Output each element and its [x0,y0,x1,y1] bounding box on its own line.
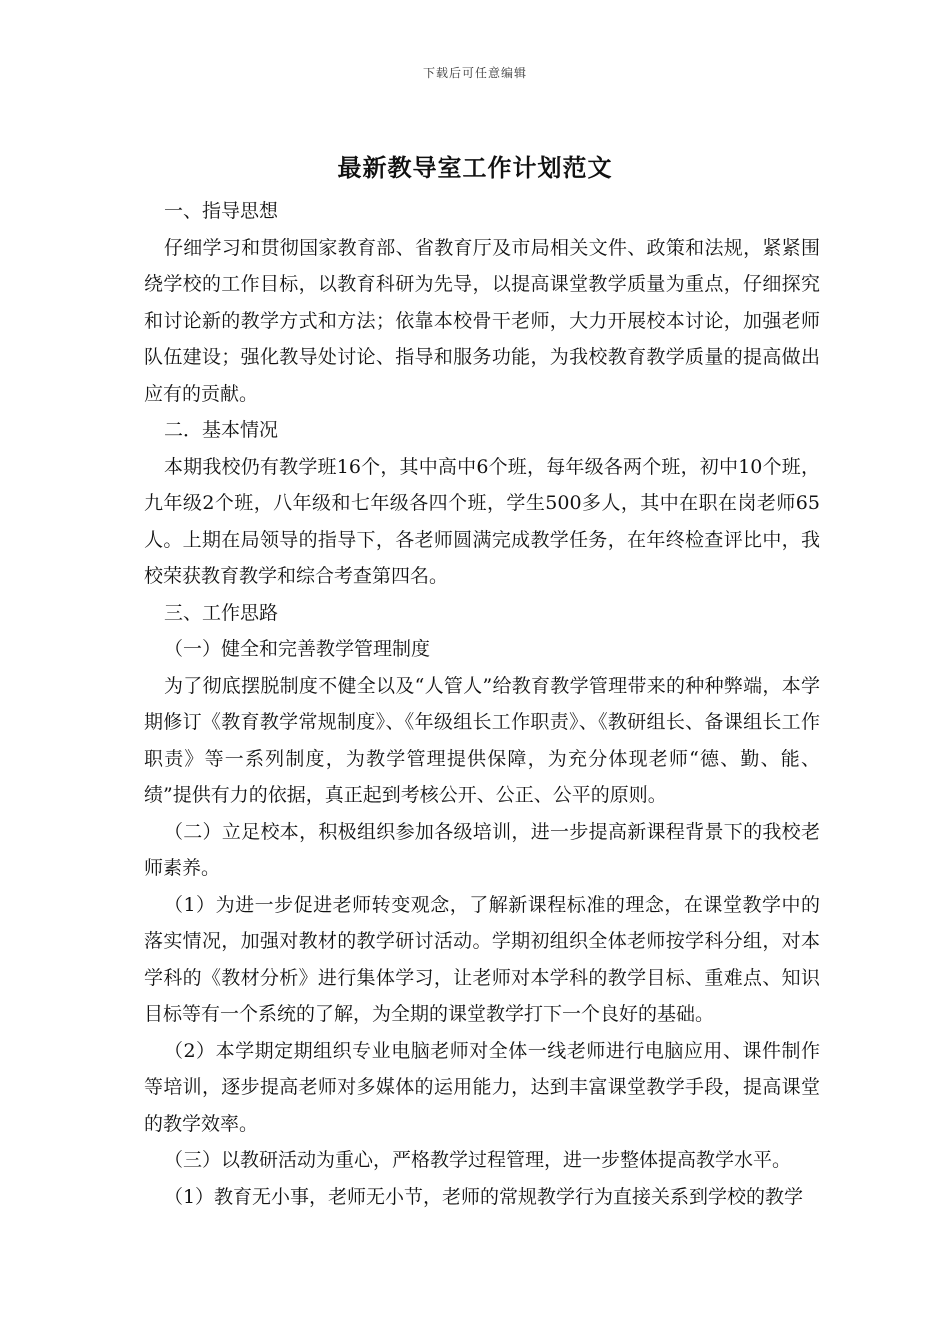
section-heading-basic-situation: 二．基本情况 [163,419,278,441]
document-title: 最新教导室工作计划范文 [337,153,613,182]
paragraph-basic-situation: 本期我校仍有教学班16个，其中高中6个班，每年级各两个班，初中10个班，九年级2个班，八年级和七年级各四个班，学生500多人，其中在职在岗老师65人。上期在局领导的指导下，各老师圆满完成教学任务，在年终检查评比中，我校荣获教育教学和综合考查第四名。 [144,455,820,587]
subheading-management-system: （一）健全和完善教学管理制度 [163,638,430,660]
paragraph-management-system: 为了彻底摆脱制度不健全以及“人管人”给教育教学管理带来的种种弊端，本学期修订《教育教学常规制度》、《年级组长工作职责》、《教研组长、备课组长工作职责》等一系列制度，为教学管理提供保障，为充分体现老师“德、勤、能、绩”提供有力的依据，真正起到考核公开、公正、公平的原则。 [144,674,820,806]
subheading-teaching-research: （三）以教研活动为重心，严格教学过程管理，进一步整体提高教学水平。 [163,1149,791,1171]
header-note: 下载后可任意编辑 [422,66,527,80]
paragraph-guiding-thought: 仔细学习和贯彻国家教育部、省教育厅及市局相关文件、政策和法规，紧紧围绕学校的工作目标，以教育科研为先导，以提高课堂教学质量为重点，仔细探究和讨论新的教学方式和方法；依靠本校骨干老师，大力开展校本讨论，加强老师队伍建设；强化教导处讨论、指导和服务功能，为我校教育教学质量的提高做出应有的贡献。 [144,236,820,405]
paragraph-item-2-computer-training: （2）本学期定期组织专业电脑老师对全体一线老师进行电脑应用、课件制作等培训，逐步提高老师对多媒体的运用能力，达到丰富课堂教学手段，提高课堂的教学效率。 [144,1039,820,1135]
paragraph-item-1-training: （1）为进一步促进老师转变观念，了解新课程标准的理念，在课堂教学中的落实情况，加强对教材的教学研讨活动。学期初组织全体老师按学科分组，对本学科的《教材分析》进行集体学习，让老师对本学科的教学目标、重难点、知识目标等有一个系统的了解，为全期的课堂教学打下一个良好的基础。 [144,893,820,1025]
subheading-school-training: （二）立足校本，积极组织参加各级培训，进一步提高新课程背景下的我校老师素养。 [144,820,820,879]
document-body [144,193,820,1215]
paragraph-item-1-teaching-conduct: （1）教育无小事，老师无小节，老师的常规教学行为直接关系到学校的教学 [163,1185,804,1208]
section-heading-work-ideas: 三、工作思路 [163,601,278,624]
section-heading-guiding-thought: 一、指导思想 [163,200,278,222]
